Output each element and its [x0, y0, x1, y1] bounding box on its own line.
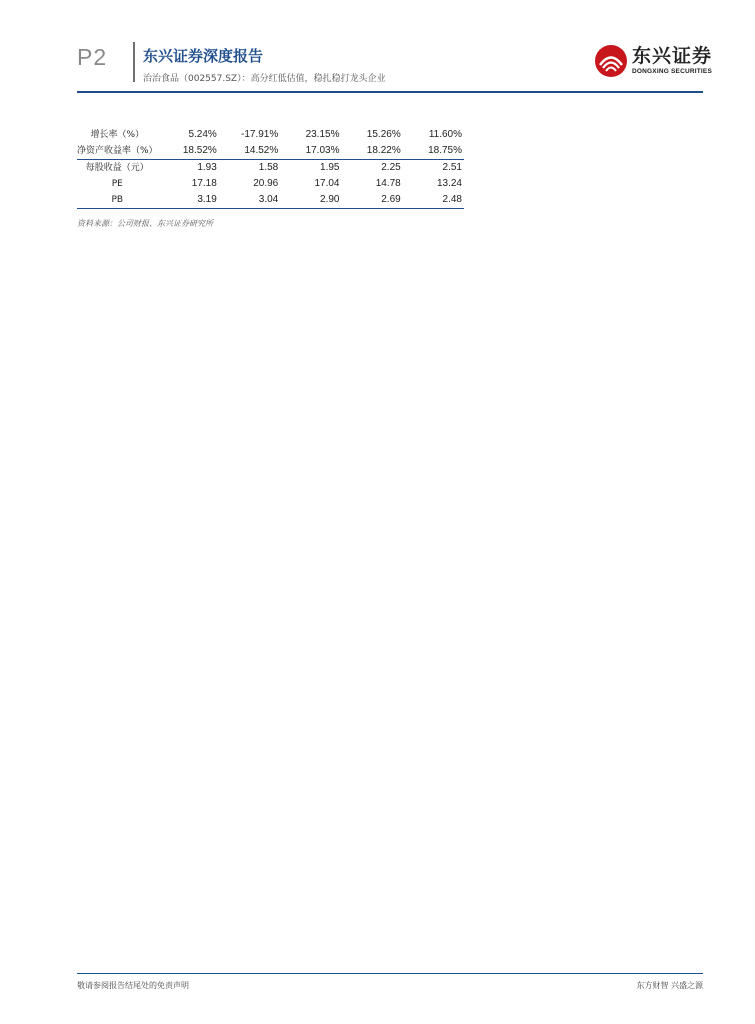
footer-rule: [77, 973, 703, 974]
row-label: 增长率（%）: [90, 130, 145, 140]
table-cell: 2.69: [341, 192, 402, 209]
source-note: 资料来源：公司财报、东兴证券研究所: [77, 219, 213, 228]
table-cell: 5.24%: [188, 129, 217, 140]
header-rule: [77, 91, 703, 93]
row-label: PB: [77, 192, 158, 209]
table-row: [77, 192, 464, 209]
table-cell: 2.90: [280, 192, 341, 209]
table-cell: 11.60%: [428, 129, 462, 140]
company-logo: [594, 44, 712, 78]
table-row: [77, 143, 464, 160]
report-subtitle: 治治食品（002557.SZ）：高分红低估值，稳扎稳打龙头企业: [143, 74, 386, 84]
table-cell: 20.96: [253, 178, 279, 189]
dongxing-logo-icon: [594, 44, 628, 78]
table-cell: 18.22%: [341, 143, 402, 160]
logo-name-en: DONGXING SECURITIES: [632, 68, 713, 75]
table-cell: 23.15%: [305, 129, 340, 140]
table-cell: 18.52%: [158, 143, 219, 160]
table-cell: 1.95: [320, 162, 340, 173]
report-title: 东兴证券深度报告: [143, 47, 264, 65]
footer-slogan: 东方财智 兴盛之源: [636, 981, 703, 990]
table-cell: 1.58: [258, 162, 279, 173]
table-row: [77, 160, 464, 177]
table-cell: 17.03%: [280, 143, 341, 160]
row-label: 每股收益（元）: [85, 163, 149, 173]
row-label: PE: [111, 179, 123, 189]
table-cell: 14.52%: [219, 143, 280, 160]
financial-forecast-table: [77, 127, 464, 209]
table-cell: 17.18: [191, 178, 217, 189]
table-cell: 2.51: [442, 162, 462, 173]
footer-disclaimer: 敬请参阅报告结尾处的免责声明: [77, 981, 189, 990]
logo-name-cn: 东兴证券: [632, 45, 713, 67]
table-cell: -17.91%: [241, 129, 279, 140]
table-row: [77, 176, 464, 192]
table-cell: 3.04: [219, 192, 280, 209]
table-cell: 18.75%: [403, 143, 464, 160]
table-cell: 2.48: [403, 192, 464, 209]
header-vertical-divider: [133, 42, 135, 82]
table-cell: 13.24: [436, 178, 462, 189]
table-cell: 15.26%: [366, 129, 401, 140]
row-label: 净资产收益率（%）: [77, 143, 158, 160]
table-cell: 2.25: [381, 162, 401, 173]
table-cell: 1.93: [197, 162, 217, 173]
table-cell: 14.78: [375, 178, 401, 189]
table-cell: 17.04: [314, 178, 340, 189]
page-number: P2: [77, 44, 108, 70]
table-cell: 3.19: [158, 192, 219, 209]
table-row: [77, 127, 464, 143]
